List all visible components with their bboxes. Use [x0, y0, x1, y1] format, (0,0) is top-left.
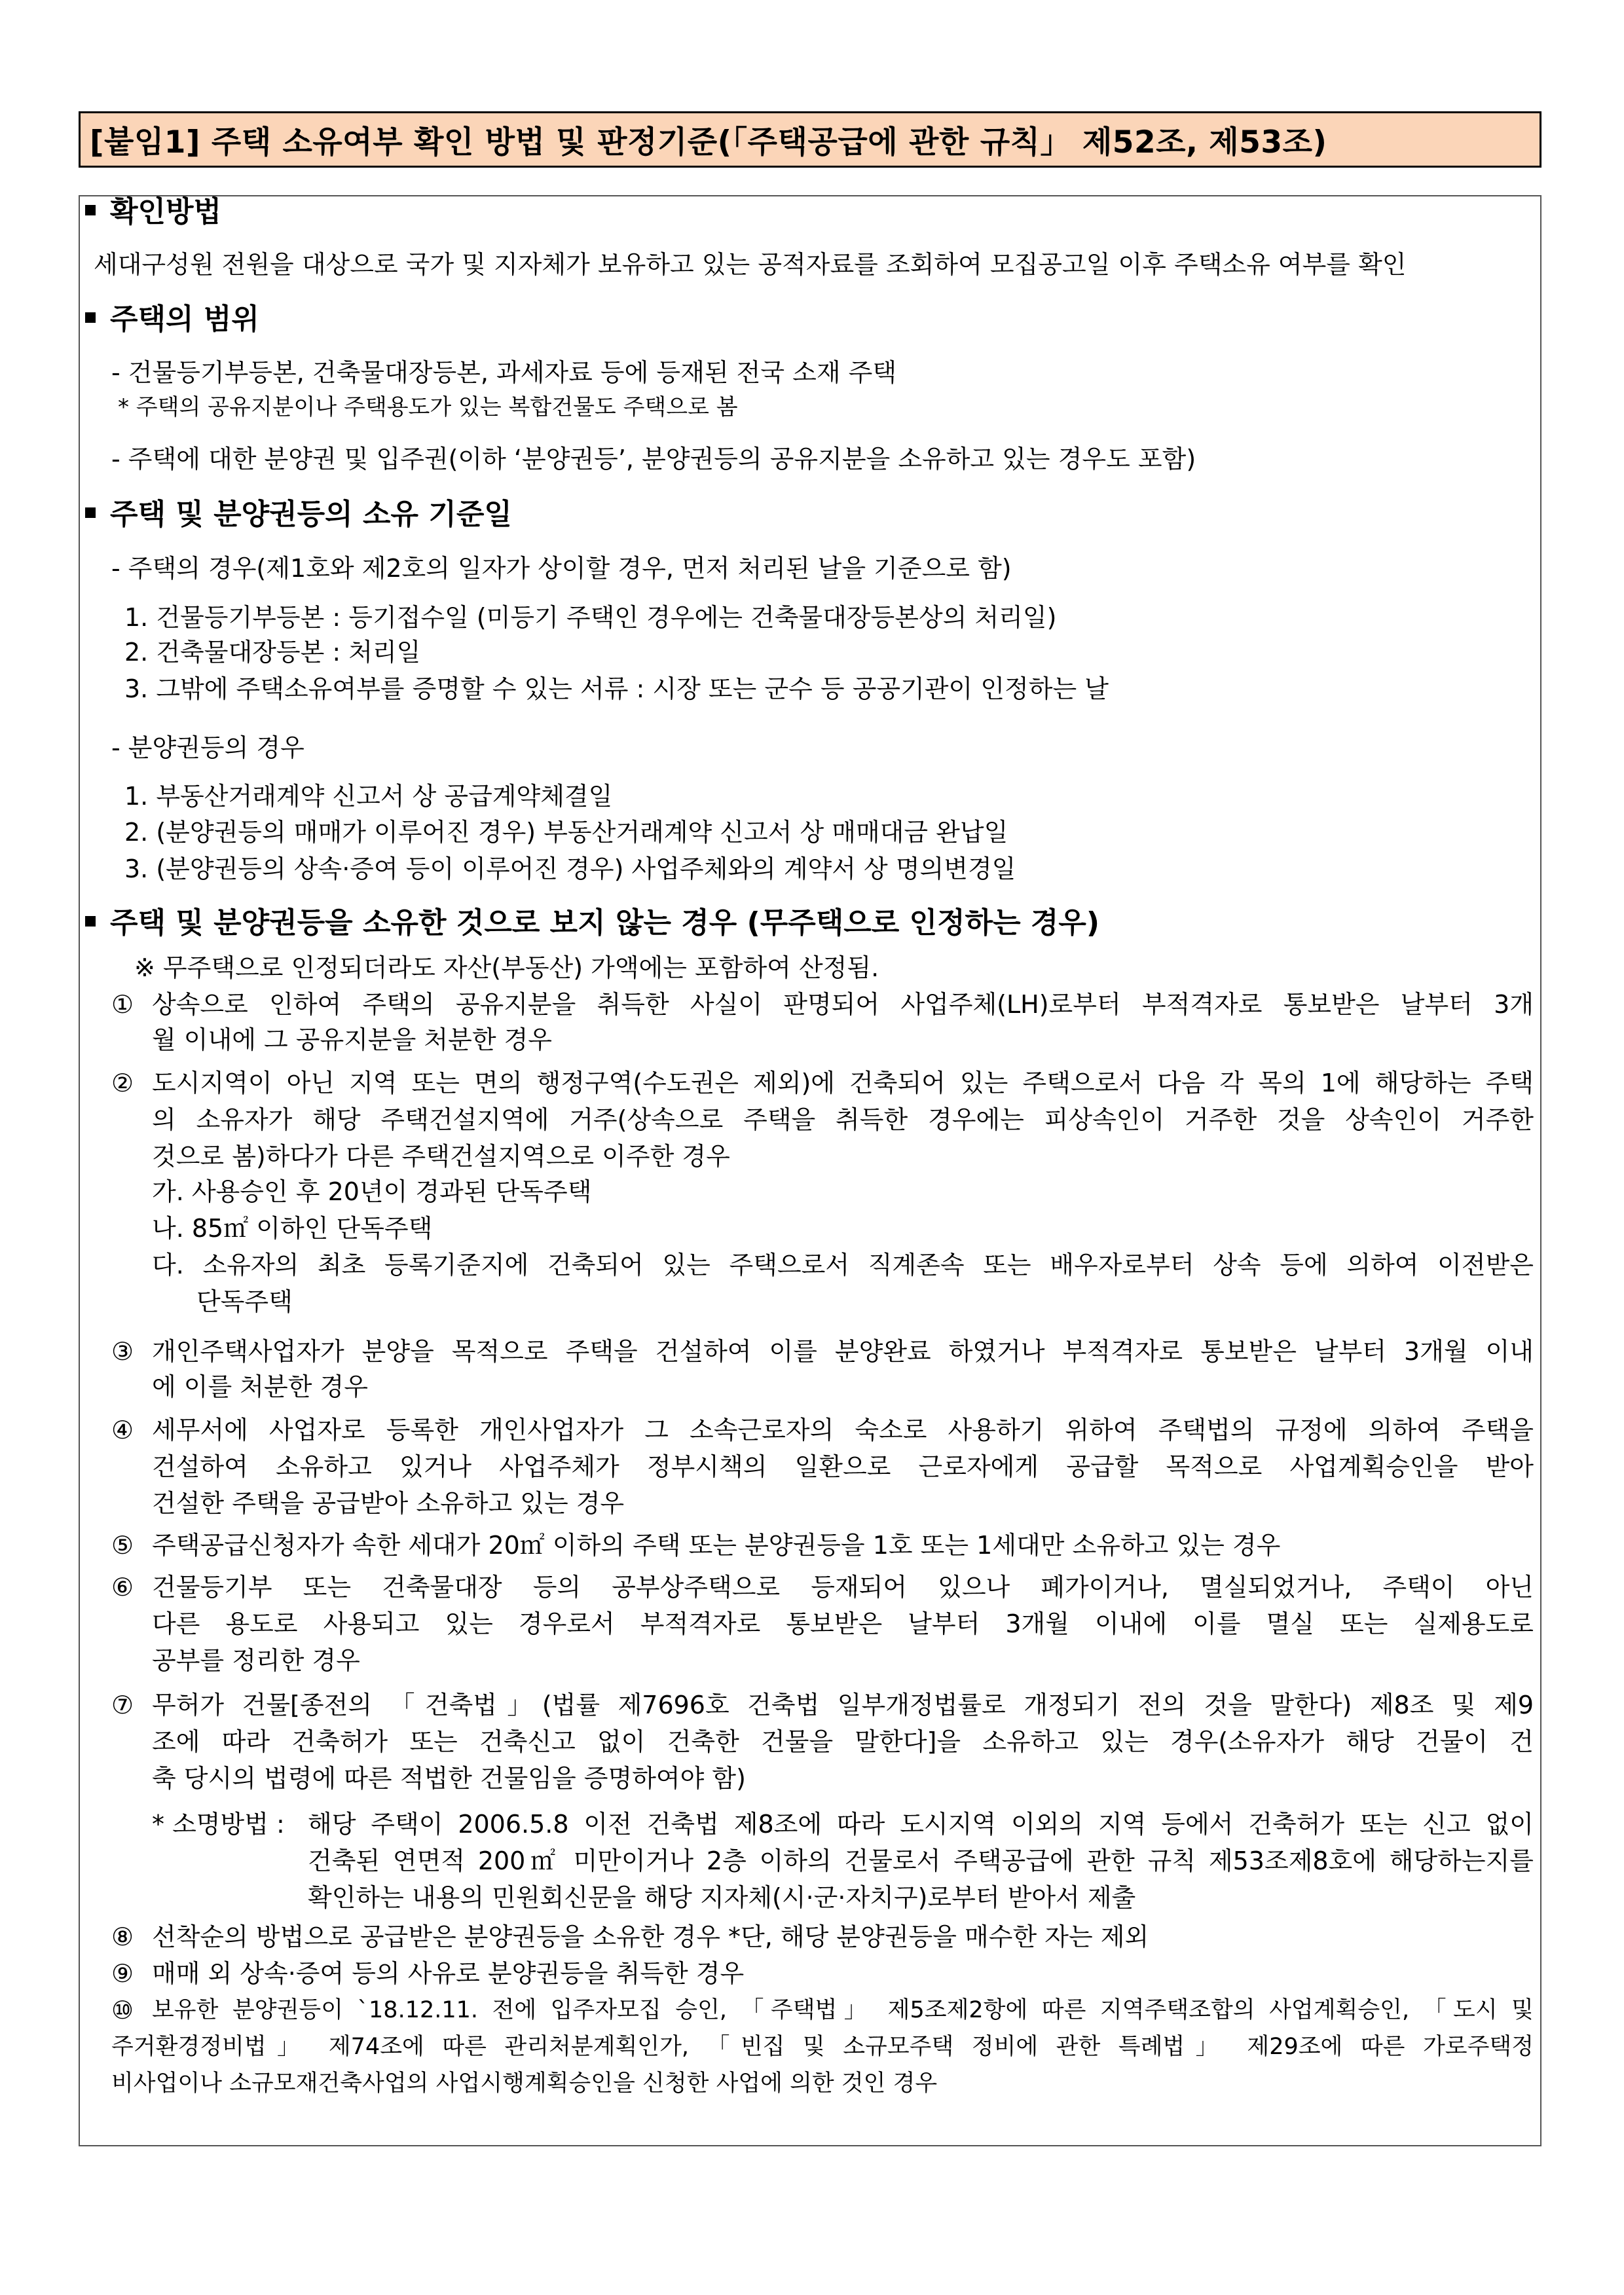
item-8-line-1: 선착순의 방법으로 공급받은 분양권등을 소유한 경우 *단, 해당 분양권등을 매수한 자는 제외	[152, 1922, 1149, 1951]
proof-line-1: 해당 주택이 2006.5.8 이전 건축법 제8조에 따라 도시지역 이외의 지역 등에서 건축허가 또는 신고 없이	[308, 1810, 1534, 1839]
item-number: ②	[111, 1069, 134, 1097]
item-4-line-3: 건설한 주택을 공급받아 소유하고 있는 경우	[152, 1489, 625, 1518]
item-2-sub-a: 가. 사용승인 후 20년이 경과된 단독주택	[152, 1177, 592, 1206]
item-1-line-1: 상속으로 인하여 주택의 공유지분을 취득한 사실이 판명되어 사업주체(LH)로부터 부적격자로 통보받은 날부터 3개	[152, 990, 1534, 1019]
method-heading: 확인방법	[85, 195, 221, 229]
item-3-line-1: 개인주택사업자가 분양을 목적으로 주택을 건설하여 이를 분양완료 하였거나 부적격자로 통보받은 날부터 3개월 이내	[152, 1337, 1534, 1366]
exceptions-heading: 주택 및 분양권등을 소유한 것으로 보지 않는 경우 (무주택으로 인정하는 경우)	[85, 906, 1099, 940]
scope-heading: 주택의 범위	[85, 303, 259, 337]
item-10-line-3: 비사업이나 소규모재건축사업의 사업시행계획승인을 신청한 사업에 의한 것인 경우	[111, 2070, 938, 2097]
item-2-sub-b: 나. 85㎡ 이하인 단독주택	[152, 1214, 433, 1243]
item-2-line-3: 것으로 봄)하다가 다른 주택건설지역으로 이주한 경우	[152, 1142, 730, 1171]
square-bullet-icon	[85, 916, 96, 927]
house-case: - 주택의 경우(제1호와 제2호의 일자가 상이할 경우, 먼저 처리된 날을 기준으로 함)	[111, 554, 1012, 583]
item-3-line-2: 에 이를 처분한 경우	[152, 1372, 368, 1401]
item-2-line-1: 도시지역이 아닌 지역 또는 면의 행정구역(수도권은 제외)에 건축되어 있는 주택으로서 다음 각 목의 1에 해당하는 주택	[152, 1069, 1534, 1097]
document-title: [붙임1] 주택 소유여부 확인 방법 및 판정기준(「주택공급에 관한 규칙」 제52조, 제53조)	[90, 124, 1327, 160]
house-item-3: 3. 그밖에 주택소유여부를 증명할 수 있는 서류 : 시장 또는 군수 등 공공기관이 인정하는 날	[124, 674, 1109, 703]
item-7-line-2: 조에 따라 건축허가 또는 건축신고 없이 건축한 건물을 말한다]을 소유하고 있는 경우(소유자가 해당 건물이 건	[152, 1727, 1534, 1756]
item-1-line-2: 월 이내에 그 공유지분을 처분한 경우	[152, 1025, 553, 1054]
item-number: ④	[111, 1416, 134, 1444]
method-text: 세대구성원 전원을 대상으로 국가 및 지자체가 보유하고 있는 공적자료를 조회하여 모집공고일 이후 주택소유 여부를 확인	[94, 250, 1407, 279]
item-number: ⑦	[111, 1691, 134, 1719]
item-2-line-2: 의 소유자가 해당 주택건설지역에 거주(상속으로 주택을 취득한 경우에는 피상속인이 거주한 것을 상속인이 거주한	[152, 1105, 1534, 1134]
item-10-line-2: 주거환경정비법」 제74조에 따른 관리처분계획인가, 「빈집 및 소규모주택 정비에 관한 특례법」 제29조에 따른 가로주택정	[111, 2034, 1534, 2060]
item-number: ⑨	[111, 1959, 134, 1988]
right-case: - 분양권등의 경우	[111, 733, 304, 762]
item-number: ⑥	[111, 1573, 134, 1602]
scope-item-1: - 건물등기부등본, 건축물대장등본, 과세자료 등에 등재된 전국 소재 주택	[111, 358, 897, 387]
item-7-line-3: 축 당시의 법령에 따른 적법한 건물임을 증명하여야 함)	[152, 1764, 746, 1793]
item-number: ①	[111, 990, 134, 1019]
exceptions-note: ※ 무주택으로 인정되더라도 자산(부동산) 가액에는 포함하여 산정됨.	[134, 953, 879, 982]
item-10-line-1: 보유한 분양권등이 `18.12.11. 전에 입주자모집 승인, 「주택법」 제5조제2항에 따른 지역주택조합의 사업계획승인, 「도시 및	[152, 1997, 1534, 2023]
square-bullet-icon	[85, 507, 96, 518]
item-6-line-3: 공부를 정리한 경우	[152, 1646, 360, 1675]
proof-label: * 소명방법 :	[152, 1810, 285, 1839]
house-item-2: 2. 건축물대장등본 : 처리일	[124, 638, 421, 667]
house-item-1: 1. 건물등기부등본 : 등기접수일 (미등기 주택인 경우에는 건축물대장등본상의 처리일)	[124, 603, 1057, 632]
proof-line-2: 건축된 연면적 200㎡ 미만이거나 2층 이하의 건물로서 주택공급에 관한 규칙 제53조제8호에 해당하는지를	[308, 1846, 1534, 1875]
item-number: ③	[111, 1337, 134, 1366]
right-item-3: 3. (분양권등의 상속·증여 등이 이루어진 경우) 사업주체와의 계약서 상 명의변경일	[124, 854, 1016, 883]
item-7-line-1: 무허가 건물[종전의 「건축법」(법률 제7696호 건축법 일부개정법률로 개정되기 전의 것을 말한다) 제8조 및 제9	[152, 1691, 1534, 1719]
square-bullet-icon	[85, 312, 96, 323]
item-5-line-1: 주택공급신청자가 속한 세대가 20㎡ 이하의 주택 또는 분양권등을 1호 또는 1세대만 소유하고 있는 경우	[152, 1531, 1281, 1560]
item-number: ⑩	[111, 1996, 134, 2025]
item-4-line-1: 세무서에 사업자로 등록한 개인사업자가 그 소속근로자의 숙소로 사용하기 위하여 주택법의 규정에 의하여 주택을	[152, 1416, 1534, 1444]
square-bullet-icon	[85, 205, 96, 215]
item-number: ⑧	[111, 1922, 134, 1951]
item-number: ⑤	[111, 1531, 134, 1560]
item-2-sub-c-cont: 단독주택	[196, 1287, 293, 1316]
right-item-2: 2. (분양권등의 매매가 이루어진 경우) 부동산거래계약 신고서 상 매매대금 완납일	[124, 818, 1008, 847]
item-2-sub-c: 다. 소유자의 최초 등록기준지에 건축되어 있는 주택으로서 직계존속 또는 배우자로부터 상속 등에 의하여 이전받은	[152, 1251, 1534, 1279]
item-9-line-1: 매매 외 상속·증여 등의 사유로 분양권등을 취득한 경우	[152, 1959, 745, 1988]
scope-item-2: - 주택에 대한 분양권 및 입주권(이하 ‘분양권등’, 분양권등의 공유지분을 소유하고 있는 경우도 포함)	[111, 445, 1196, 473]
document-title-box	[79, 111, 1541, 168]
item-6-line-1: 건물등기부 또는 건축물대장 등의 공부상주택으로 등재되어 있으나 폐가이거나, 멸실되었거나, 주택이 아닌	[152, 1573, 1534, 1602]
right-item-1: 1. 부동산거래계약 신고서 상 공급계약체결일	[124, 782, 613, 811]
proof-line-3: 확인하는 내용의 민원회신문을 해당 지자체(시·군·자치구)로부터 받아서 제출	[308, 1883, 1136, 1912]
scope-note-1: * 주택의 공유지분이나 주택용도가 있는 복합건물도 주택으로 봄	[118, 394, 738, 420]
item-4-line-2: 건설하여 소유하고 있거나 사업주체가 정부시책의 일환으로 근로자에게 공급할 목적으로 사업계획승인을 받아	[152, 1452, 1534, 1481]
base-date-heading: 주택 및 분양권등의 소유 기준일	[85, 498, 512, 532]
item-6-line-2: 다른 용도로 사용되고 있는 경우로서 부적격자로 통보받은 날부터 3개월 이내에 이를 멸실 또는 실제용도로	[152, 1609, 1534, 1638]
